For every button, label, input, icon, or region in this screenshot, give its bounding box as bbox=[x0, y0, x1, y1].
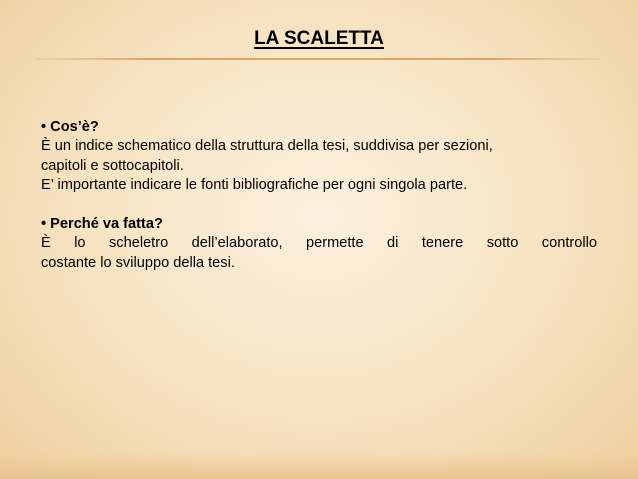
section-heading-perche: • Perché va fatta? bbox=[41, 216, 163, 233]
word: sotto bbox=[486, 235, 519, 252]
justified-text-line bbox=[41, 234, 597, 253]
title-divider bbox=[37, 58, 601, 60]
word: controllo bbox=[541, 235, 597, 252]
section-text-line: costante lo sviluppo della tesi. bbox=[41, 254, 235, 271]
section-heading-cose: • Cos’è? bbox=[41, 119, 99, 135]
slide-body bbox=[41, 118, 597, 273]
section-text-line: E’ importante indicare le fonti bibliografiche per ogni singola parte. bbox=[41, 177, 468, 194]
slide-title: LA SCALETTA bbox=[254, 28, 384, 49]
bottom-decoration bbox=[0, 453, 638, 479]
word: scheletro bbox=[109, 235, 169, 252]
word: tenere bbox=[421, 235, 464, 252]
section-text-line: capitoli e sottocapitoli. bbox=[41, 157, 184, 174]
word: dell’elaborato, bbox=[191, 235, 283, 252]
section-text-line: È un indice schematico della struttura della tesi, suddivisa per sezioni, bbox=[41, 138, 493, 155]
word: È bbox=[41, 235, 51, 252]
word: di bbox=[387, 235, 399, 252]
word: lo bbox=[74, 235, 86, 252]
word: permette bbox=[306, 235, 364, 252]
